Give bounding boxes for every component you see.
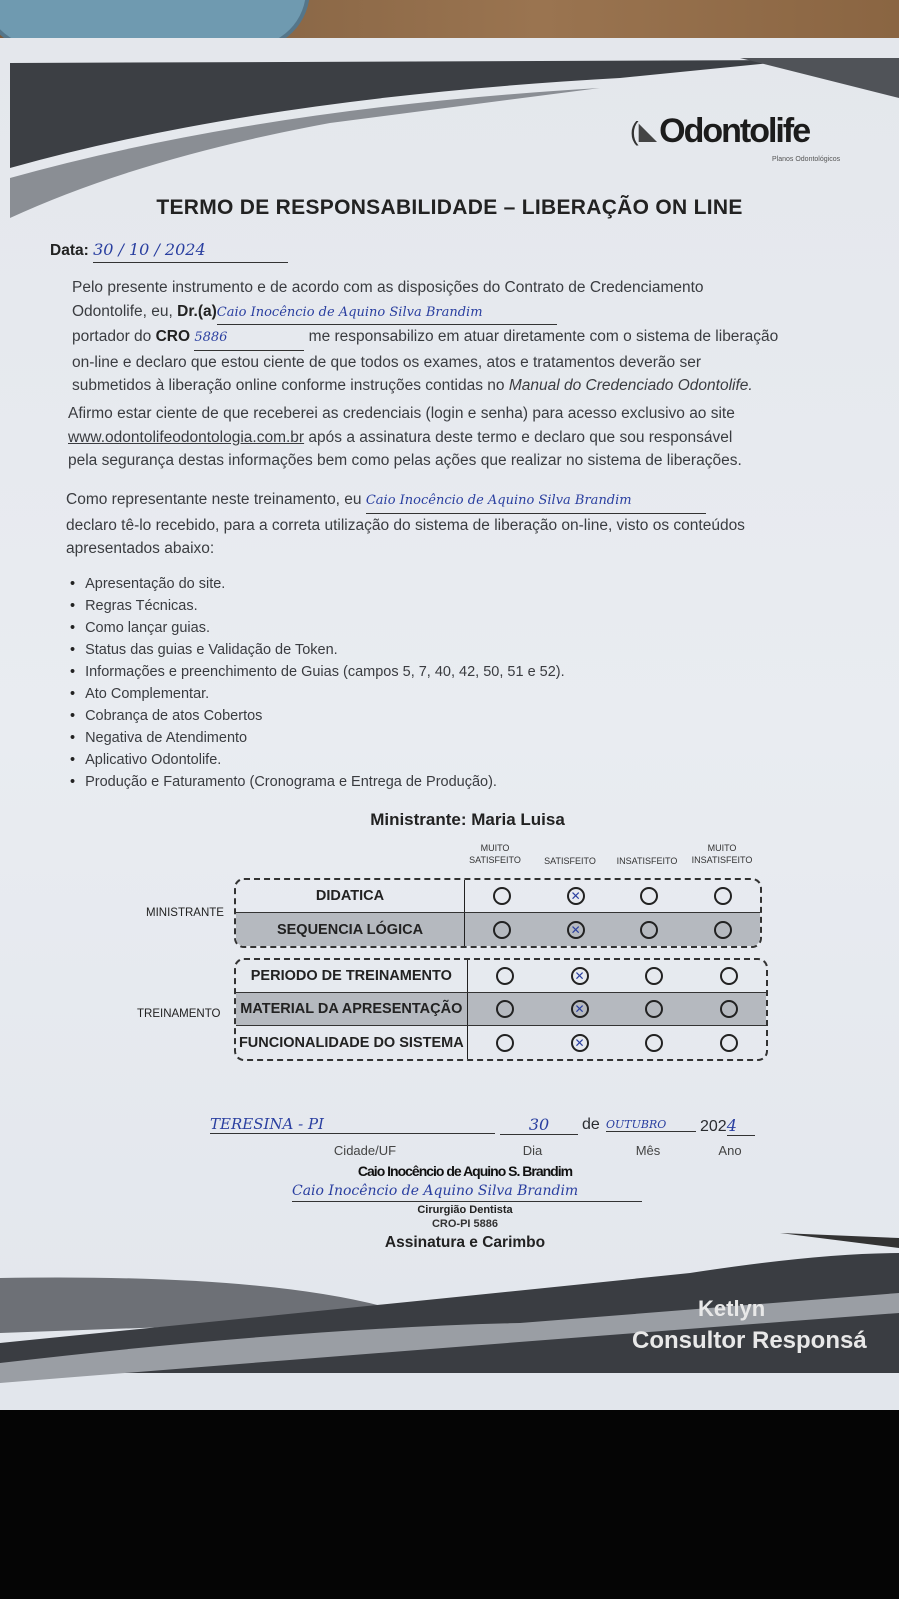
stamp-role: Cirurgião Dentista (417, 1204, 513, 1216)
column-header (458, 842, 532, 866)
text-line: Pelo presente instrumento e de acordo com as disposições do Contrato de Credenciamento (72, 279, 704, 296)
table-row (236, 880, 760, 913)
rating-radio[interactable] (714, 921, 732, 939)
list-item: • Status das guias e Validação de Token. (70, 639, 565, 661)
column-header-line: MUITO (480, 843, 510, 853)
month-value: OUTUBRO (606, 1118, 696, 1132)
rating-radio[interactable] (640, 921, 658, 939)
text-line: declaro tê-lo recebido, para a correta utilização do sistema de liberação on-line, visto os conteúdos (66, 516, 745, 534)
text-line: Afirmo estar ciente de que receberei as credenciais (login e senha) para acesso exclusivo ao site (68, 405, 735, 422)
year-value: 4 (727, 1116, 755, 1136)
year-prefix: 202 (700, 1118, 727, 1135)
text-line: Como representante neste treinamento, eu (66, 491, 362, 508)
handwritten-signature: Caio Inocêncio de Aquino Silva Brandim (292, 1182, 642, 1202)
odontolife-logo: ( ◣ Odontolife (630, 112, 810, 150)
list-item: • Produção e Faturamento (Cronograma e Entrega de Produção). (70, 771, 565, 793)
consultant-role: Consultor Responsá (632, 1327, 867, 1354)
cro-label: CRO (155, 328, 191, 345)
stamp-cro: CRO-PI 5886 (431, 1218, 499, 1230)
list-item: • Informações e preenchimento de Guias (campos 5, 7, 40, 42, 50, 51 e 52). (70, 661, 565, 683)
representative-name: Caio Inocêncio de Aquino Silva Brandim (366, 489, 706, 514)
date-value: 30 / 10 / 2024 (93, 238, 288, 263)
logo-text: Odontolife (659, 112, 810, 150)
rating-radio[interactable] (496, 967, 514, 985)
column-header-line: SATISFEITO (544, 856, 596, 866)
text-line: portador do (72, 328, 152, 345)
rating-radio[interactable] (720, 967, 738, 985)
list-item: • Como lançar guias. (70, 617, 565, 639)
criterion-label: FUNCIONALIDADE DO SISTEMA (236, 1026, 468, 1059)
logo-tagline: Planos Odontológicos (772, 156, 841, 163)
manual-reference: Manual do Credenciado Odontolife. (508, 377, 753, 394)
rating-radio[interactable] (714, 887, 732, 905)
rating-radio[interactable] (645, 1034, 663, 1052)
check-mark-icon: ✕ (570, 922, 581, 937)
check-mark-icon: ✕ (570, 889, 581, 903)
group-label: TREINAMENTO (137, 1008, 221, 1020)
date-label: Data: (50, 242, 89, 259)
cro-value: 5886 (194, 326, 304, 351)
column-header-line: INSATISFEITO (691, 855, 753, 865)
paragraph-2 (68, 402, 742, 473)
rating-radio[interactable] (720, 1000, 738, 1018)
rating-radio[interactable] (645, 967, 663, 985)
footer-swoosh (0, 1233, 899, 1413)
list-item: • Cobrança de atos Cobertos (70, 705, 565, 727)
group-label: MINISTRANTE (146, 907, 224, 919)
column-header-line: SATISFEITO (469, 855, 521, 865)
table-row (236, 1026, 766, 1059)
rating-radio[interactable] (567, 921, 585, 939)
paragraph-1 (72, 276, 778, 398)
topics-list (70, 573, 565, 793)
city-field (210, 1115, 500, 1134)
column-header-line: MUITO (707, 843, 737, 853)
text-line: apresentados abaixo: (66, 540, 215, 557)
site-link[interactable]: www.odontolifeodontologia.com.br (68, 428, 305, 446)
month-label: Mês (635, 1143, 661, 1158)
rating-radio[interactable] (640, 887, 658, 905)
table-row (236, 993, 766, 1026)
evaluation-group-ministrante (234, 878, 762, 948)
date-field (50, 238, 288, 263)
rating-radio[interactable] (496, 1000, 514, 1018)
rating-radio[interactable] (571, 967, 589, 985)
text-line: após a assinatura deste termo e declaro que sou responsável (308, 428, 733, 446)
ministrante-heading: Ministrante: Maria Luisa (370, 810, 565, 829)
column-header (533, 855, 607, 867)
signature-label: Assinatura e Carimbo (384, 1234, 546, 1251)
criterion-label: DIDATICA (236, 880, 465, 912)
column-header-line: INSATISFEITO (616, 856, 678, 866)
table-row (236, 913, 760, 946)
city-value: TERESINA - PI (210, 1115, 495, 1134)
column-header (685, 842, 759, 866)
text-line: me responsabilizo em atuar diretamente com o sistema de liberação (308, 328, 779, 345)
list-item: • Apresentação do site. (70, 573, 565, 595)
rating-radio[interactable] (493, 887, 511, 905)
text-line: Odontolife, eu, (72, 302, 173, 320)
rating-radio[interactable] (567, 887, 585, 905)
check-mark-icon: ✕ (574, 969, 585, 983)
document-title: TERMO DE RESPONSABILIDADE – LIBERAÇÃO ON LINE (156, 196, 743, 219)
rating-radio[interactable] (571, 1034, 589, 1052)
dr-name: Caio Inocêncio de Aquino Silva Brandim (217, 301, 557, 326)
dr-label: Dr.(a) (177, 302, 217, 320)
list-item: • Aplicativo Odontolife. (70, 749, 565, 771)
de-text: de (582, 1116, 600, 1133)
list-item: • Regras Técnicas. (70, 595, 565, 617)
criterion-label: PERIODO DE TREINAMENTO (236, 960, 468, 992)
criterion-label: MATERIAL DA APRESENTAÇÃO (236, 993, 468, 1025)
rating-radio[interactable] (571, 1000, 589, 1018)
day-value: 30 (500, 1115, 578, 1135)
rating-radio[interactable] (720, 1034, 738, 1052)
rating-radio[interactable] (493, 921, 511, 939)
table-row (236, 960, 766, 993)
rating-radio[interactable] (496, 1034, 514, 1052)
list-item: • Ato Complementar. (70, 683, 565, 705)
text-line: pela segurança destas informações bem como pelas ações que realizar no sistema de liberações. (68, 452, 742, 469)
day-label: Dia (522, 1143, 543, 1158)
criterion-label: SEQUENCIA LÓGICA (236, 913, 465, 946)
column-header (610, 855, 684, 867)
check-mark-icon: ✕ (574, 1035, 585, 1050)
evaluation-group-treinamento (234, 958, 768, 1061)
list-item: • Negativa de Atendimento (70, 727, 565, 749)
rating-radio[interactable] (645, 1000, 663, 1018)
city-label: Cidade/UF (333, 1143, 397, 1158)
text-line: on-line e declaro que estou ciente de que todos os exames, atos e tratamentos deverão ser (72, 353, 701, 371)
consultant-name: Ketlyn (698, 1296, 766, 1321)
paragraph-3 (66, 488, 745, 561)
year-label: Ano (718, 1143, 742, 1158)
stamp-name: Caio Inocêncio de Aquino S. Brandim (357, 1163, 573, 1179)
text-line: submetidos à liberação online conforme instruções contidas no (72, 377, 505, 394)
check-mark-icon: ✕ (574, 1002, 585, 1016)
